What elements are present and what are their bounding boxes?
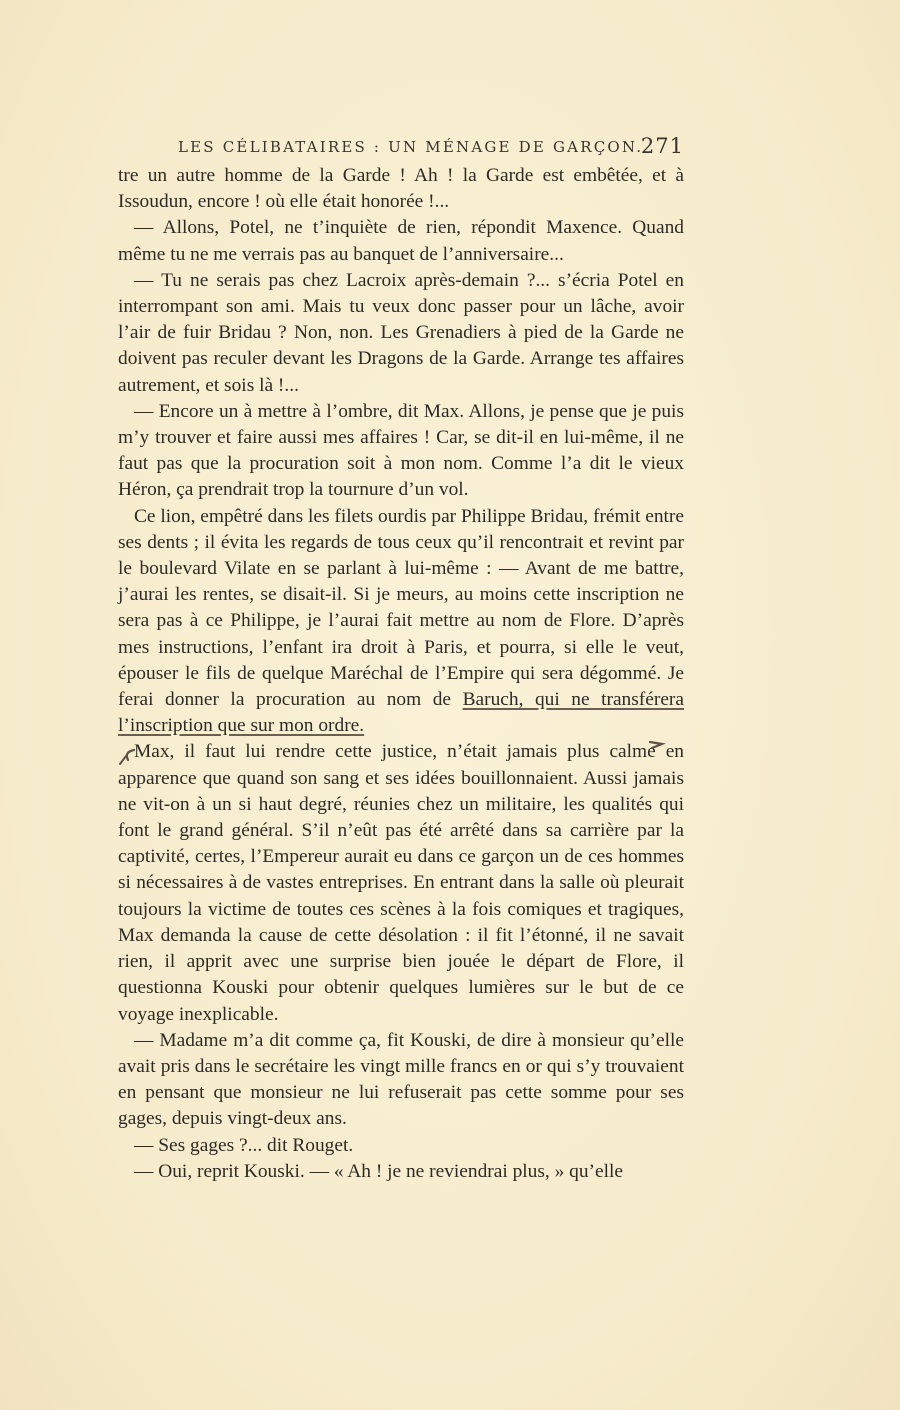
paragraph-text: Ce lion, empêtré dans les filets ourdis par Philippe Bridau, frémit entre ses dents ; il évita les regards de tous ceux qu’il rencontrait et revint par le boulevard Vilate en se parlant à lui-même : — Avant de me battre, j’aurai les rentes, se disait-il. Si je meurs, au moins cette inscription ne sera pas à ce Philippe, je l’aurai fait mettre au nom de Flore. D’après mes instructions, l’enfant ira droit à Paris, et pourra, si elle le veut, épouser le fils de quelque Maréchal de l’Empire qui sera dégommé. Je ferai donner la procuration au nom de xyxy=(118,505,684,711)
paragraph: — Encore un à mettre à l’ombre, dit Max. Allons, je pense que je puis m’y trouver et faire aussi mes affaires ! Car, se dit-il en lui-même, il ne faut pas que la procuration soit à mon nom. Comme l’a dit le vieux Héron, ça prendrait trop la tournure d’un vol. xyxy=(118,400,684,501)
paragraph: — Ses gages ?... dit Rouget. xyxy=(134,1134,354,1156)
paragraph: tre un autre homme de la Garde ! Ah ! la Garde est embêtée, et à Issoudun, encore ! où elle était honorée !... xyxy=(118,165,684,213)
paragraph xyxy=(118,504,684,740)
body-text xyxy=(118,163,684,1185)
underlined-passage: Baruch, qui ne transférera l’inscription que sur mon ordre. xyxy=(118,689,684,737)
paragraph: — Oui, reprit Kouski. — « Ah ! je ne reviendrai plus, » qu’elle xyxy=(134,1160,623,1182)
running-title: LES CÉLIBATAIRES : UN MÉNAGE DE GARÇON. xyxy=(178,138,644,156)
running-head xyxy=(118,134,684,164)
paragraph: — Madame m’a dit comme ça, fit Kouski, de dire à monsieur qu’elle avait pris dans le secrétaire les vingt mille francs en or qui s’y trouvaient en pensant que monsieur ne lui refuserait pas cette somme pour ses gages, depuis vingt-deux ans. xyxy=(118,1029,684,1130)
paragraph: — Allons, Potel, ne t’inquiète de rien, répondit Maxence. Quand même tu ne me verrais pas au banquet de l’anniversaire... xyxy=(118,217,684,265)
paragraph: — Tu ne serais pas chez Lacroix après-demain ?... s’écria Potel en interrompant son ami. Mais tu veux donc passer pour un lâche, avoir l’air de fuir Bridau ? Non, non. Les Grenadiers à pied de la Garde ne doivent pas reculer devant les Dragons de la Garde. Arrange tes affaires autrement, et sois là !... xyxy=(118,269,684,396)
page-number: 271 xyxy=(640,134,684,158)
paragraph: Max, il faut lui rendre cette justice, n’était jamais plus calme en apparence que quand son sang et ses idées bouillonnaient. Aussi jamais ne vit-on à un si haut degré, réunies chez un militaire, les qualités qui font le grand général. S’il n’eût pas été arrêté dans sa carrière par la captivité, certes, l’Empereur aurait eu dans ce garçon un de ces hommes si nécessaires à de vastes entreprises. En entrant dans la salle où pleurait toujours la victime de toutes ces scènes à la fois comiques et tragiques, Max demanda la cause de cette désolation : il fit l’étonné, il ne savait rien, il apprit avec une surprise bien jouée le départ de Flore, il questionna Kouski pour obtenir quelques lumières sur le but de ce voyage inexplicable. xyxy=(118,741,684,1025)
